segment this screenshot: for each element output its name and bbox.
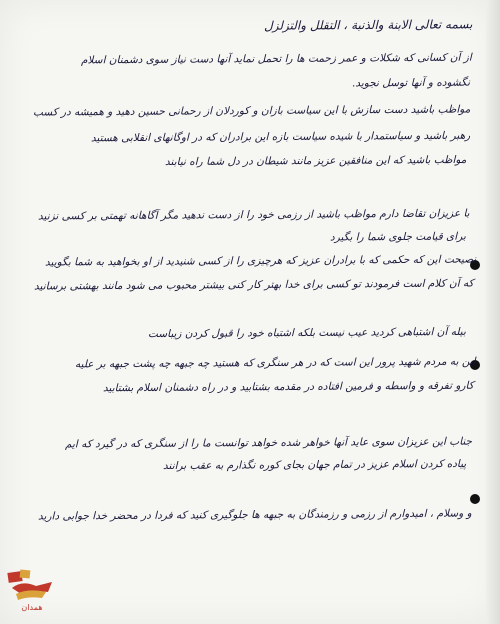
letter-line-3: نگشوده و آنها توسل نجوید. (351, 76, 471, 90)
navid-shahed-logo (6, 568, 58, 614)
letter-line-10: که آن کلام است فرمودند تو کسی برای خدا بهتر کار کنی بیشتر محبوب می شود مانند بهشتی برسانید (34, 277, 475, 293)
letter-line-15: پیاده کردن اسلام عزیز در تمام جهان بجای کوره نگذارم به عقب برانند (162, 457, 467, 473)
letter-line-12: این به مردم شهید پرور این است که در هر سنگری که هستید چه جبهه چه پشت جبهه بر علیه (75, 355, 477, 371)
logo-subtext: همدان (21, 603, 43, 612)
letter-line-4: مواظب باشید دست سازش با این سیاست بازان و کوردلان از رحمانی حسین دهید و همیشه در کسب (32, 103, 471, 119)
bullet-dot-3 (470, 494, 480, 504)
letter-line-6: مواظب باشید که این منافقین عزیز مانند شیطان در دل شما راه نیابند (164, 153, 467, 169)
letter-line-11: بیله آن اشتباهی کردید عیب نیست بلکه اشتباه خود را قبول کردن زیباست (148, 325, 467, 341)
letter-line-13: کارو تفرقه و واسطه و فرمین افتاده در مقدمه بشتابید و در راه دشمنان اسلام بشتابید (103, 379, 475, 395)
letter-line-1: بسمه تعالی الابنة والذنبة ، التقلل والتزلزل (263, 17, 473, 33)
letter-line-7: با عزیزان تقاضا دارم مواظب باشید از رزمی خود را از دست ندهید مگر آگاهانه تهمتی بر کسی نزنید (38, 207, 471, 223)
letter-line-5: رهبر باشید و سیاستمدار با شیده سیاست بازه این برادران که در اوگانهای انقلابی هستید (90, 129, 471, 145)
letter-line-8: برای قیامت جلوی شما را بگیرد (330, 230, 467, 244)
paper-edge (486, 0, 500, 624)
letter-line-14: جناب این عزیزان سوی عاید آنها خواهر شده خواهد توانست ما را از سنگری که در گیرد که ایم (64, 435, 473, 451)
letter-line-9: نصیحت این که حکمی که با برادران عزیز که هرچیزی را از کسی شنیدید از او بخواهید به شما بگویید (44, 253, 477, 269)
letter-line-16: و وسلام ، امیدوارم از رزمی و رزمندگان به جبهه ها جلوگیری کنید که فردا در محضر خدا جوابی دارید (38, 507, 473, 523)
letter-line-2: از آن کسانی که شکلات و عمر زحمت ها را تحمل نماید آنها دست نیاز سوی دشمنان اسلام (81, 51, 473, 67)
